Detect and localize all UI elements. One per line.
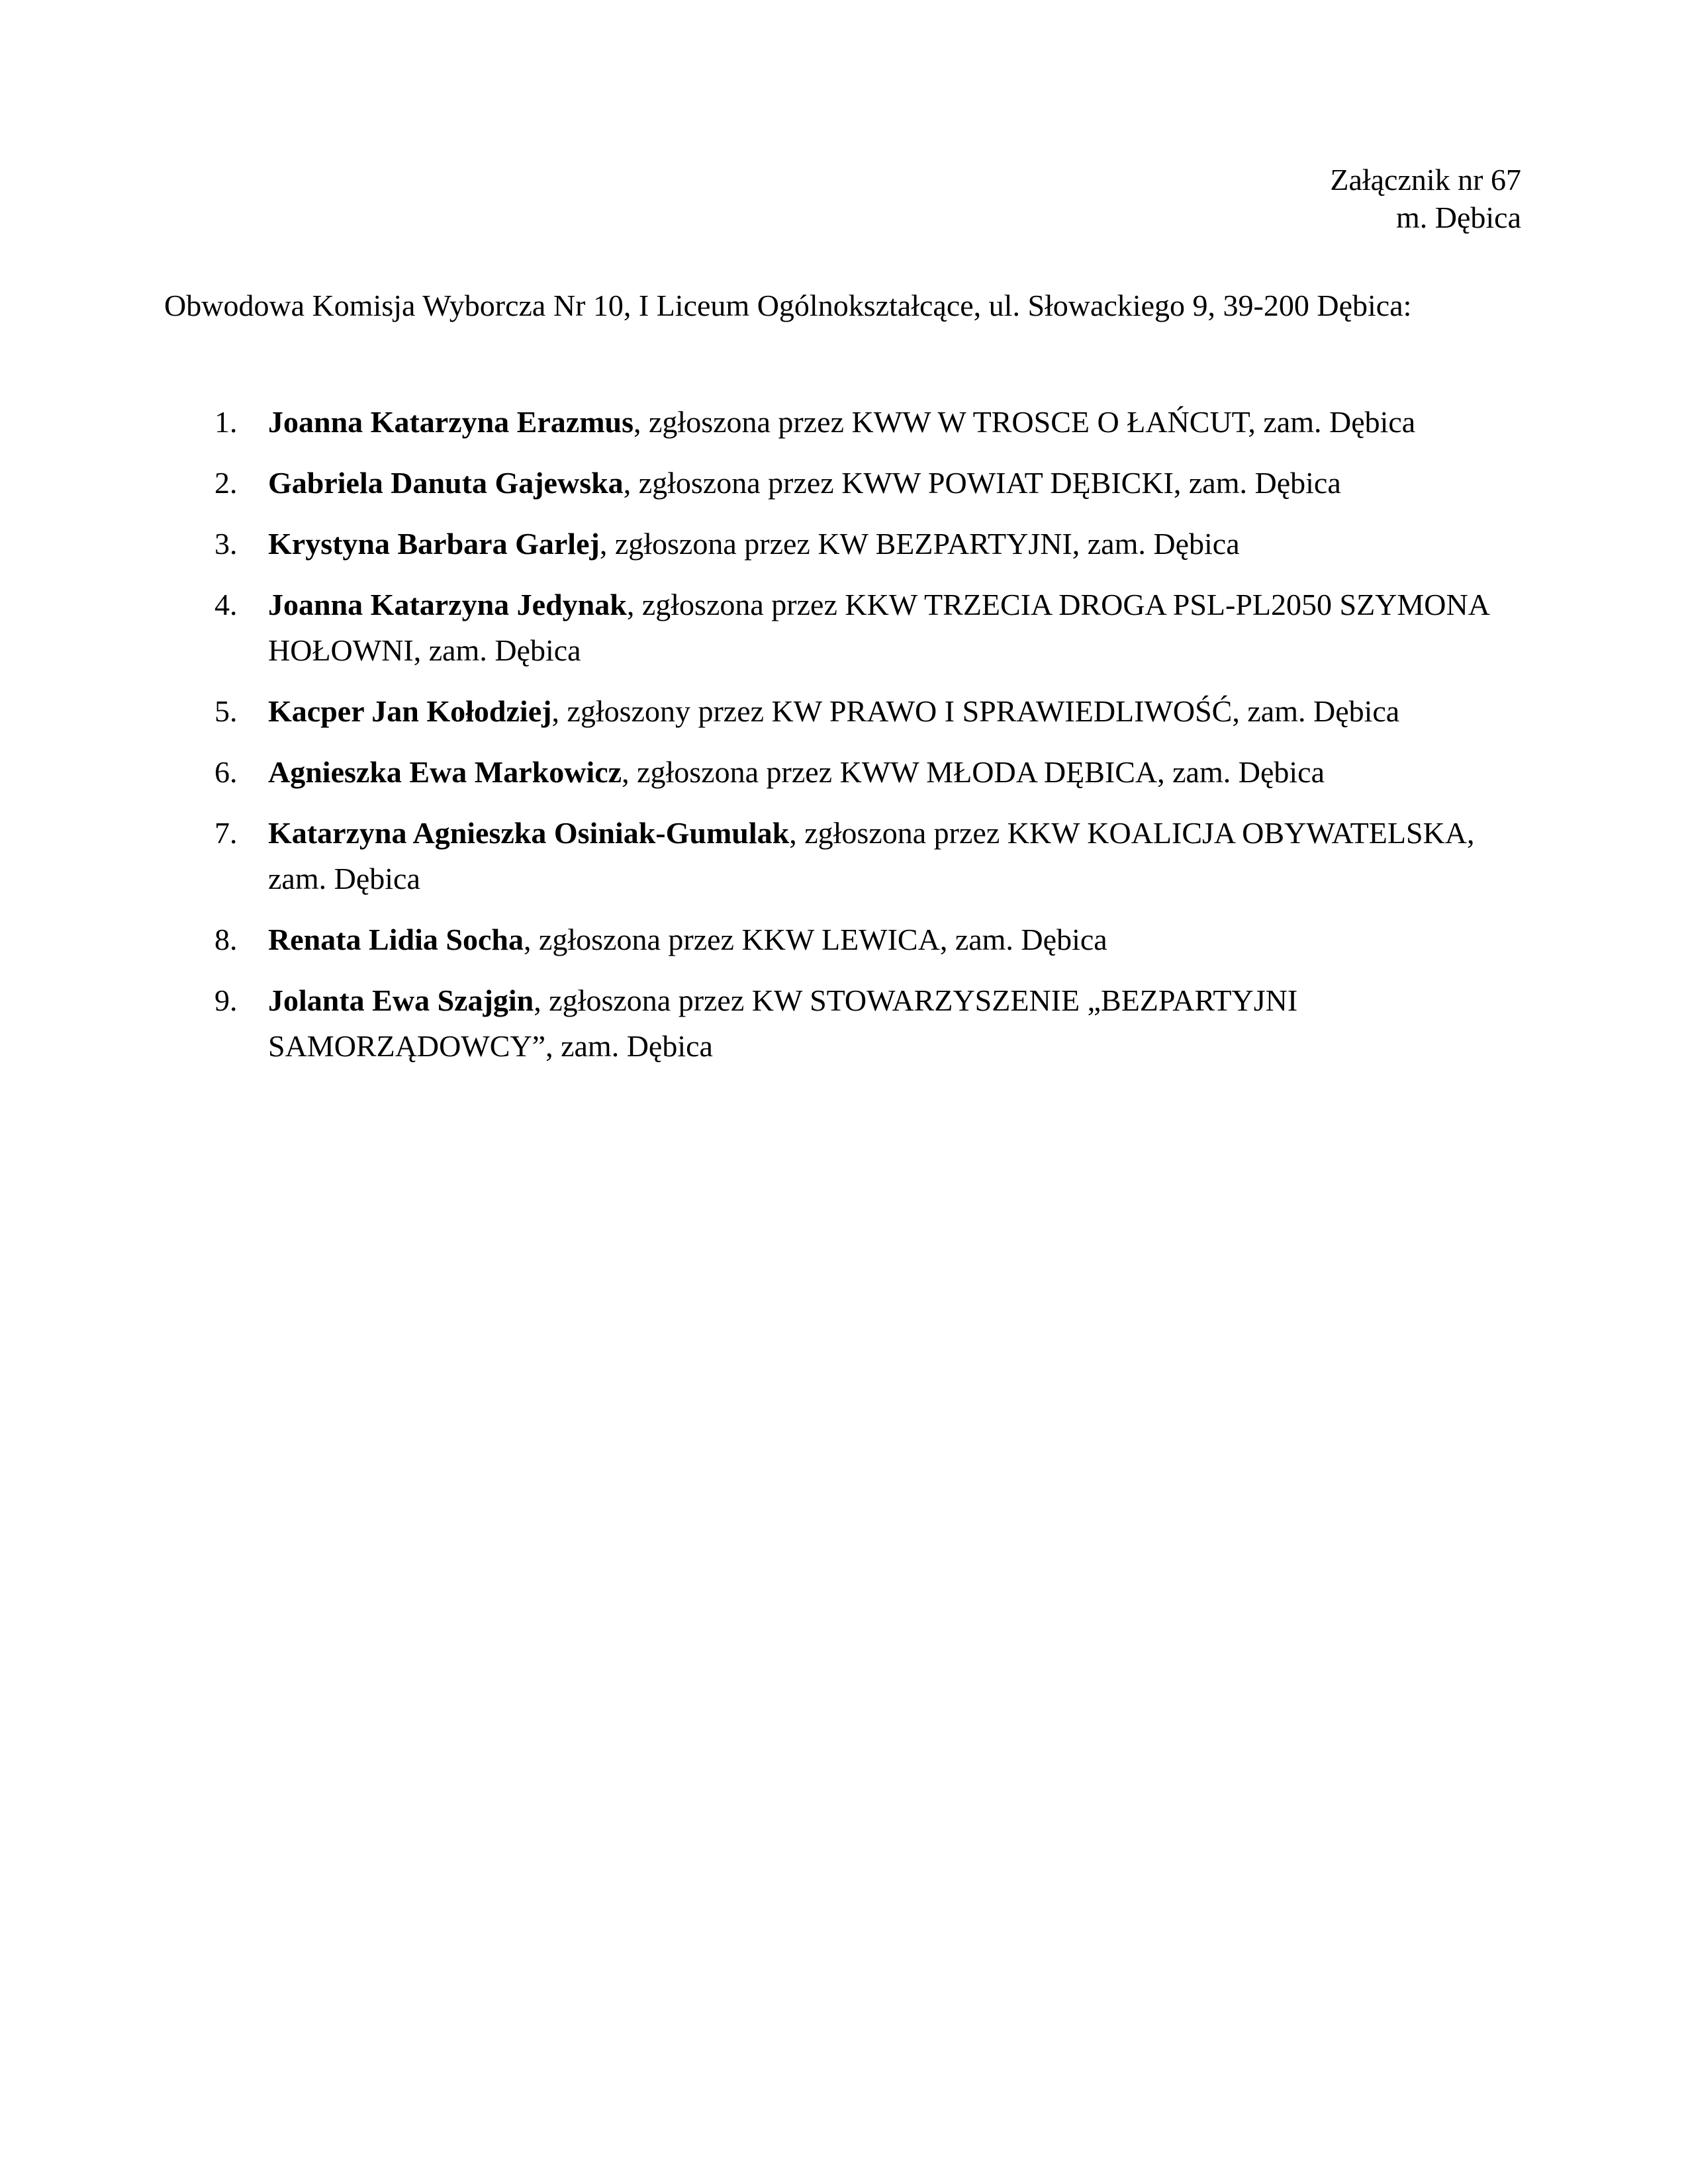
item-number: 6. <box>214 755 238 789</box>
member-details: , zgłoszona przez KW BEZPARTYJNI, zam. Dębica <box>599 527 1240 561</box>
member-name: Renata Lidia Socha <box>268 923 524 956</box>
member-details: , zgłoszona przez KWW W TROSCE O ŁAŃCUT, zam. Dębica <box>633 405 1416 439</box>
list-item <box>164 460 1521 506</box>
member-name: Agnieszka Ewa Markowicz <box>268 755 622 789</box>
list-item <box>164 688 1521 734</box>
member-details: , zgłoszona przez KWW POWIAT DĘBICKI, zam. Dębica <box>623 466 1341 500</box>
list-item <box>164 978 1521 1069</box>
list-item <box>164 521 1521 567</box>
member-details: , zgłoszona przez KWW MŁODA DĘBICA, zam. Dębica <box>622 755 1325 789</box>
item-number: 5. <box>214 694 238 728</box>
annex-location: m. Dębica <box>1395 201 1521 234</box>
list-item <box>164 399 1521 445</box>
member-list <box>164 399 1521 1084</box>
item-number: 4. <box>214 588 238 621</box>
member-name: Joanna Katarzyna Erazmus <box>268 405 633 439</box>
member-name: Jolanta Ewa Szajgin <box>268 983 534 1017</box>
annex-header <box>1330 161 1521 236</box>
item-number: 9. <box>214 983 238 1017</box>
member-name: Katarzyna Agnieszka Osiniak-Gumulak <box>268 816 790 850</box>
member-details: , zgłoszona przez KKW KOALICJA OBYWATELSKA, zam. Dębica <box>268 816 1475 895</box>
list-item <box>164 917 1521 962</box>
annex-number: Załącznik nr 67 <box>1330 163 1521 197</box>
member-name: Krystyna Barbara Garlej <box>268 527 600 561</box>
list-item <box>164 810 1521 901</box>
member-name: Joanna Katarzyna Jedynak <box>268 588 627 621</box>
member-details: , zgłoszona przez KW STOWARZYSZENIE „BEZPARTYJNI SAMORZĄDOWCY”, zam. Dębica <box>268 983 1298 1063</box>
member-details: , zgłoszona przez KKW LEWICA, zam. Dębica <box>523 923 1107 956</box>
list-item <box>164 582 1521 673</box>
commission-title: Obwodowa Komisja Wyborcza Nr 10, I Liceum Ogólnokształcące, ul. Słowackiego 9, 39-200 Dębica: <box>164 289 1412 322</box>
member-name: Gabriela Danuta Gajewska <box>268 466 624 500</box>
list-item <box>164 749 1521 795</box>
item-number: 8. <box>214 923 238 956</box>
member-details: , zgłoszony przez KW PRAWO I SPRAWIEDLIWOŚĆ, zam. Dębica <box>551 694 1400 728</box>
item-number: 1. <box>214 405 238 439</box>
member-details: , zgłoszona przez KKW TRZECIA DROGA PSL-PL2050 SZYMONA HOŁOWNI, zam. Dębica <box>268 588 1489 667</box>
member-name: Kacper Jan Kołodziej <box>268 694 552 728</box>
item-number: 3. <box>214 527 238 561</box>
item-number: 7. <box>214 816 238 850</box>
item-number: 2. <box>214 466 238 500</box>
